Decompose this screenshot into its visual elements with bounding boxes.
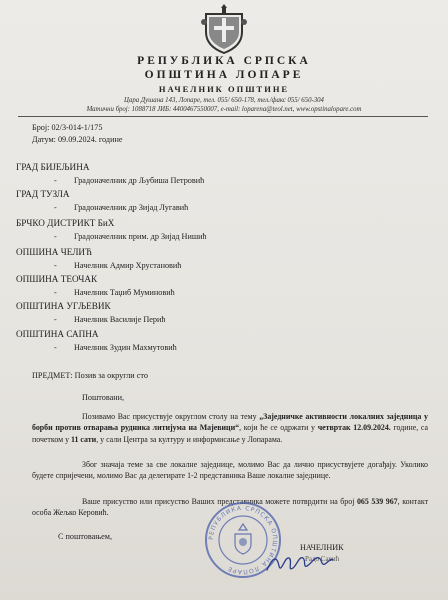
body-paragraph-1 <box>32 411 428 445</box>
document-date: Датум: 09.09.2024. године <box>32 135 123 144</box>
list-dash: - <box>54 232 57 241</box>
p3-phone: 065 539 967 <box>356 497 398 506</box>
recipient-person: Градоначелник др Љубиша Петровић <box>74 176 205 185</box>
recipient-person: Начелник Василије Перић <box>74 315 166 324</box>
document-number: Број: 02/3-014-1/175 <box>32 123 103 132</box>
p1-text: , који ће се одржати у <box>239 423 318 433</box>
list-dash: - <box>54 343 57 352</box>
signature-title: НАЧЕЛНИК <box>300 543 344 552</box>
recipient-org: ОПШТИНА САПНА <box>16 329 99 339</box>
list-dash: - <box>54 203 57 212</box>
header-address: Цара Душана 143, Лопаре, тел. 055/ 650-178, тел./факс 055/ 650-304 <box>124 97 324 104</box>
greeting: Поштовани, <box>82 393 125 402</box>
p1-topic: „Заједничке активности локалних заједница у борби против отварања рудника литијума на Мајевици“ <box>32 412 428 433</box>
header-municipality: ОПШТИНА ЛОПАРЕ <box>144 69 304 81</box>
p1-text: , у сали Центра за културу и информисање у Лопарама. <box>96 434 283 444</box>
recipient-org: ОПШТИНА УГЉЕВИК <box>16 301 111 311</box>
subject-line: ПРЕДМЕТ: Позив за округли сто <box>32 371 148 380</box>
header-republic: РЕПУБЛИКА СРПСКА <box>137 55 311 67</box>
p1-text: Позивамо Вас присуствује округлом столу на тему <box>82 412 260 421</box>
recipient-org: ГРАД БИЈЕЉИНА <box>16 162 90 172</box>
signature-name: Радо Савић <box>305 555 340 563</box>
stamp-text: РЕПУБЛИКА СРПСКА ОПШТИНА ЛОПАРЕ <box>207 504 279 576</box>
recipient-person: Градоначелник прим. др Зијад Нишић <box>74 232 207 241</box>
closing: С поштовањем, <box>58 532 113 541</box>
header-divider <box>18 116 428 117</box>
list-dash: - <box>54 261 57 270</box>
recipient-person: Начелник Таџиб Муминовић <box>74 288 175 297</box>
header-office: НАЧЕЛНИК ОПШТИНЕ <box>158 84 290 94</box>
list-dash: - <box>54 176 57 185</box>
recipient-org: ГРАД ТУЗЛА <box>16 189 70 199</box>
header-registry: Матични број: 1088718 ЈИБ: 4400467550007, e-mail: loparena@teol.net, www.opstinalopare.com <box>86 106 362 113</box>
body-paragraph-2: Због значаја теме за све локалне заједнице, молимо Вас да лично присуствујете догађају. Уколико будете спријечени, молимо Вас да делегирате 1-2 представника Ваше локалне заједнице. <box>32 460 428 481</box>
recipient-person: Начелник Зудин Махмутовић <box>74 343 177 352</box>
p1-date: четвртак 12.09.2024. <box>317 423 391 433</box>
recipient-person: Градоначелник др Зијад Лугавић <box>74 203 189 212</box>
list-dash: - <box>54 288 57 297</box>
p1-time: 11 сати <box>71 434 97 444</box>
recipient-org: ОПШИНА ЧЕЛИЋ <box>16 247 92 257</box>
coat-of-arms-icon <box>200 2 248 54</box>
handwritten-signature-icon <box>265 548 335 578</box>
p3-text: , контакт особа Жељко Керовић. <box>32 497 429 518</box>
recipient-person: Начелник Адмир Хрустановић <box>74 261 182 270</box>
list-dash: - <box>54 315 57 324</box>
p3-text: Ваше присуство или присуство Ваших представника можете потврдити на број <box>82 497 357 506</box>
recipient-org: БРЧКО ДИСТРИКТ БиХ <box>16 218 115 228</box>
p1-text: године, са почетком у <box>32 423 428 444</box>
recipient-org: ОПШИНА ТЕОЧАК <box>16 274 98 284</box>
